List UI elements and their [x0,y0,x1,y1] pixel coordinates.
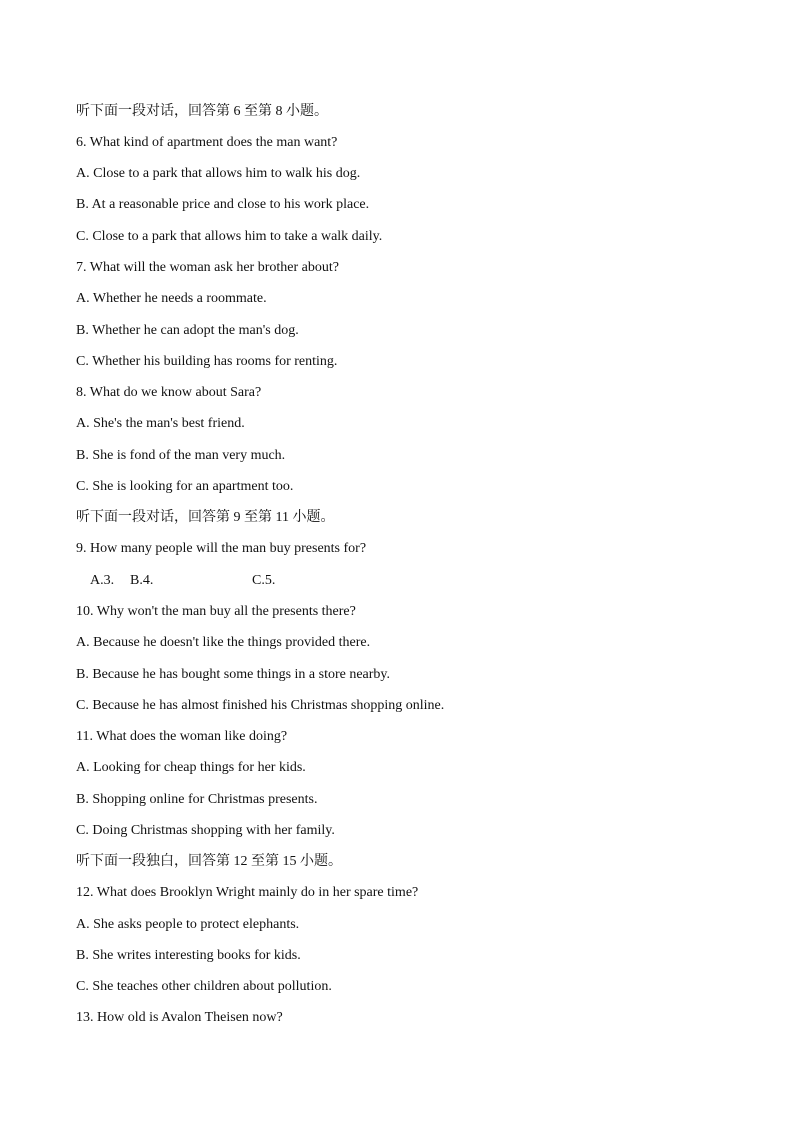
q11-option-a: A. Looking for cheap things for her kids. [76,760,306,775]
q6-option-a: A. Close to a park that allows him to walk his dog. [76,166,361,181]
question-7: 7. What will the woman ask her brother about? [76,260,339,275]
q7-option-c: C. Whether his building has rooms for renting. [76,354,338,369]
q10-option-c: C. Because he has almost finished his Christmas shopping online. [76,698,445,713]
q9-option-a: A.3. [90,573,115,588]
q9-option-b: B.4. [130,573,154,588]
q6-option-b: B. At a reasonable price and close to his work place. [76,197,370,212]
q12-option-c: C. She teaches other children about pollution. [76,979,332,994]
q7-option-a: A. Whether he needs a roommate. [76,291,267,306]
question-10: 10. Why won't the man buy all the presents there? [76,604,356,619]
q9-options [90,572,275,590]
section-heading: 听下面一段对话，回答第 9 至第 11 小题。 [76,510,335,525]
section-heading: 听下面一段独白，回答第 12 至第 15 小题。 [76,854,342,869]
question-9: 9. How many people will the man buy presents for? [76,541,367,556]
question-13: 13. How old is Avalon Theisen now? [76,1010,283,1025]
q11-option-b: B. Shopping online for Christmas presents. [76,792,318,807]
q7-option-b: B. Whether he can adopt the man's dog. [76,323,299,338]
q8-option-a: A. She's the man's best friend. [76,416,245,431]
q11-option-c: C. Doing Christmas shopping with her family. [76,823,335,838]
q8-option-b: B. She is fond of the man very much. [76,448,286,463]
question-11: 11. What does the woman like doing? [76,729,288,744]
section-heading: 听下面一段对话，回答第 6 至第 8 小题。 [76,104,328,119]
question-12: 12. What does Brooklyn Wright mainly do in her spare time? [76,885,419,900]
q10-option-a: A. Because he doesn't like the things provided there. [76,635,371,650]
q9-option-c: C.5. [252,573,276,588]
q12-option-b: B. She writes interesting books for kids. [76,948,301,963]
q10-option-b: B. Because he has bought some things in a store nearby. [76,667,391,682]
question-8: 8. What do we know about Sara? [76,385,262,400]
q6-option-c: C. Close to a park that allows him to take a walk daily. [76,229,383,244]
question-6: 6. What kind of apartment does the man want? [76,135,338,150]
q12-option-a: A. She asks people to protect elephants. [76,917,300,932]
q8-option-c: C. She is looking for an apartment too. [76,479,294,494]
